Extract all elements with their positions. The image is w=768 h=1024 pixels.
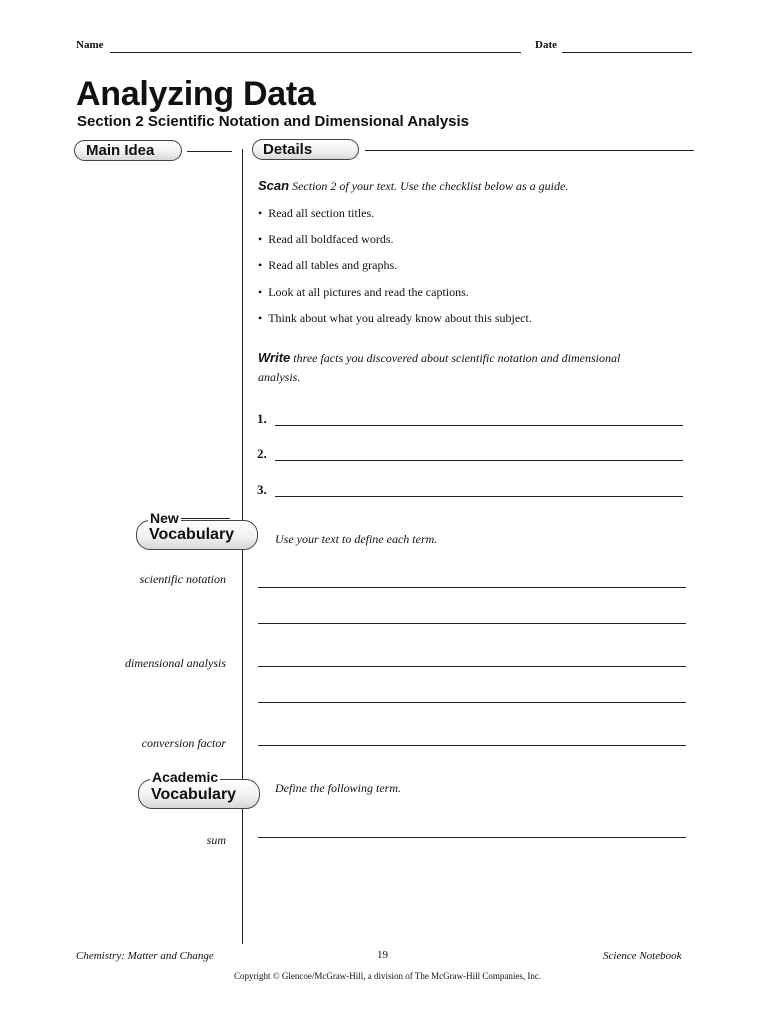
- checklist-item: • Look at all pictures and read the captions.: [258, 284, 469, 300]
- scan-instruction: [258, 178, 568, 194]
- write-text-line2: analysis.: [258, 370, 301, 384]
- details-tab: Details: [252, 139, 359, 160]
- definition-line[interactable]: [258, 837, 686, 838]
- academic-vocabulary-bottom: Vocabulary: [151, 786, 237, 803]
- fact-number: 1.: [257, 411, 267, 426]
- fact-number: 2.: [257, 446, 267, 461]
- definition-line[interactable]: [258, 587, 686, 588]
- page-subtitle: Section 2 Scientific Notation and Dimensional Analysis: [77, 113, 470, 130]
- write-text-line1: three facts you discovered about scientific notation and dimensional: [293, 351, 621, 365]
- details-rule: [365, 150, 694, 151]
- academic-term: sum: [206, 833, 226, 847]
- date-field-line[interactable]: [562, 52, 692, 53]
- fact-answer-line[interactable]: [275, 460, 683, 461]
- write-lead: Write: [258, 350, 291, 365]
- checklist-item: • Read all tables and graphs.: [258, 257, 397, 273]
- copyright-notice: Copyright © Glencoe/McGraw-Hill, a division of The McGraw-Hill Companies, Inc.: [234, 971, 542, 981]
- footer-notebook: Science Notebook: [603, 950, 682, 962]
- vocab-term: scientific notation: [139, 572, 226, 586]
- vocab-term: dimensional analysis: [125, 656, 226, 670]
- definition-line[interactable]: [258, 745, 686, 746]
- scan-text: Section 2 of your text. Use the checklist below as a guide.: [292, 179, 569, 193]
- definition-line[interactable]: [258, 666, 686, 667]
- main-idea-rule: [187, 151, 232, 152]
- checklist-item: • Think about what you already know about this subject.: [258, 310, 532, 326]
- definition-line[interactable]: [258, 702, 686, 703]
- name-label: Name: [76, 39, 104, 51]
- academic-vocabulary-instruction: Define the following term.: [275, 781, 401, 795]
- checklist-item: • Read all boldfaced words.: [258, 231, 394, 247]
- checklist-item: • Read all section titles.: [258, 205, 374, 221]
- main-idea-tab: Main Idea: [74, 140, 182, 161]
- page-number: 19: [377, 949, 388, 961]
- fact-answer-line[interactable]: [275, 496, 683, 497]
- definition-line[interactable]: [258, 623, 686, 624]
- new-vocabulary-instruction: Use your text to define each term.: [275, 532, 438, 546]
- academic-vocabulary-top: Academic: [152, 769, 219, 785]
- new-vocabulary-bottom: Vocabulary: [149, 526, 235, 543]
- page-title: Analyzing Data: [76, 75, 316, 113]
- fact-answer-line[interactable]: [275, 425, 683, 426]
- scan-lead: Scan: [258, 178, 290, 193]
- write-instruction: [258, 350, 620, 366]
- vocab-term: conversion factor: [141, 736, 226, 750]
- new-vocabulary-top: New: [150, 510, 179, 526]
- date-label: Date: [535, 39, 557, 51]
- name-field-line[interactable]: [110, 52, 521, 53]
- footer-book-title: Chemistry: Matter and Change: [76, 950, 214, 962]
- fact-number: 3.: [257, 482, 267, 497]
